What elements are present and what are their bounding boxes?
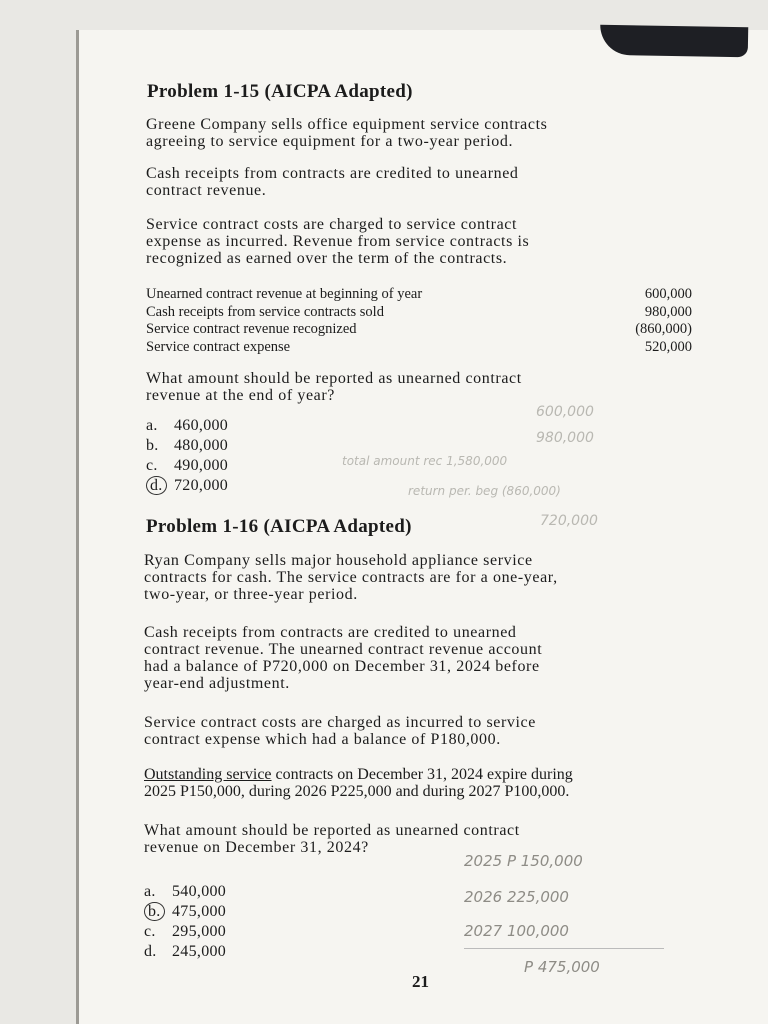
p2-para1-line2: contracts for cash. The service contracts are for a one-year, (144, 569, 558, 586)
handwritten-note: 720,000 (540, 513, 598, 529)
page-binding (76, 30, 79, 1024)
choice-text: 295,000 (172, 923, 227, 940)
problem-1-16-title: Problem 1-16 (AICPA Adapted) (146, 516, 412, 537)
table-label: Cash receipts from service contracts sold (146, 303, 384, 320)
p1-para1-line2: agreeing to service equipment for a two-year period. (146, 133, 514, 150)
choice-letter: a. (146, 417, 158, 434)
p2-para4-line1 (144, 766, 704, 783)
choice-letter: d. (144, 943, 157, 960)
problem-1-15-body (146, 116, 694, 150)
underlined-text: Outstanding service (144, 766, 272, 783)
p1-question-line2: revenue at the end of year? (146, 387, 335, 404)
handwritten-note: 2025 P 150,000 (464, 852, 583, 870)
p2-para1-line1: Ryan Company sells major household appliance service (144, 552, 533, 569)
p1-para2-line1: Cash receipts from contracts are credited to unearned (146, 165, 519, 182)
choice-text: 720,000 (174, 477, 229, 494)
table-row (146, 339, 692, 357)
table-row (146, 286, 692, 304)
p2-para2-line1: Cash receipts from contracts are credited to unearned (144, 624, 517, 641)
handwritten-note: 2027 100,000 (464, 922, 569, 940)
p2-para4-line2: 2025 P150,000, during 2026 P225,000 and during 2027 P100,000. (144, 783, 570, 800)
p2-question-line2: revenue on December 31, 2024? (144, 839, 369, 856)
p1-para1-line1: Greene Company sells office equipment service contracts (146, 116, 548, 133)
handwritten-note: 2026 225,000 (464, 888, 569, 906)
p1-para2 (146, 165, 694, 199)
handwritten-note: return per. beg (860,000) (408, 484, 561, 498)
p1-choices (146, 416, 228, 496)
table-value: (860,000) (635, 321, 692, 337)
p1-para3 (146, 216, 694, 267)
p2-choices (144, 882, 226, 962)
table-value: 600,000 (644, 286, 692, 302)
p2-para3-line2: contract expense which had a balance of P180,000. (144, 731, 501, 748)
table-value: 520,000 (644, 338, 692, 355)
table-value: 980,000 (644, 303, 692, 320)
table-label: Service contract revenue recognized (146, 321, 357, 337)
choice-text: 480,000 (174, 437, 229, 454)
p2-para3 (144, 714, 698, 748)
choice-letter: a. (144, 883, 156, 900)
choice-b (144, 902, 226, 922)
choice-letter-circled: b. (144, 902, 165, 921)
p2-para2 (144, 624, 698, 692)
p2-para2-line2: contract revenue. The unearned contract revenue account (144, 641, 543, 658)
top-corner-shadow (600, 25, 749, 58)
handwritten-sum-line (464, 948, 664, 949)
choice-b (146, 436, 228, 456)
choice-text: 245,000 (172, 943, 227, 960)
choice-letter-circled: d. (146, 476, 167, 495)
choice-letter: b. (146, 437, 159, 454)
problem-1-15-title: Problem 1-15 (AICPA Adapted) (147, 81, 413, 102)
choice-c (146, 456, 228, 476)
p1-para3-line3: recognized as earned over the term of the contracts. (146, 250, 508, 267)
choice-d (144, 942, 226, 962)
handwritten-note: total amount rec 1,580,000 (342, 454, 508, 468)
choice-text: 490,000 (174, 457, 229, 474)
p2-para1-line3: two-year, or three-year period. (144, 586, 358, 603)
p1-para3-line1: Service contract costs are charged to service contract (146, 216, 518, 233)
p2-question-line1: What amount should be reported as unearned contract (144, 822, 520, 839)
choice-d (146, 476, 228, 496)
p1-data-table (146, 286, 692, 356)
choice-letter: c. (144, 923, 156, 940)
p2-para3-line1: Service contract costs are charged as incurred to service (144, 714, 536, 731)
p2-para2-line4: year-end adjustment. (144, 675, 290, 692)
choice-text: 460,000 (174, 417, 229, 434)
p2-para4 (144, 766, 704, 800)
choice-text: 475,000 (172, 903, 227, 920)
table-label: Unearned contract revenue at beginning of year (146, 286, 423, 302)
p2-para4-line1-rest: contracts on December 31, 2024 expire during (271, 766, 573, 783)
p1-question (146, 370, 694, 404)
p2-question (144, 822, 704, 856)
p2-para2-line3: had a balance of P720,000 on December 31, 2024 before (144, 658, 540, 675)
p2-para1 (144, 552, 698, 603)
choice-text: 540,000 (172, 883, 227, 900)
table-label: Service contract expense (146, 338, 291, 355)
handwritten-note: P 475,000 (524, 958, 600, 976)
table-row (146, 304, 692, 322)
p1-question-line1: What amount should be reported as unearned contract (146, 370, 522, 387)
p1-para3-line2: expense as incurred. Revenue from service contracts is (146, 233, 530, 250)
choice-a (144, 882, 226, 902)
handwritten-note: 600,000 (536, 404, 594, 420)
table-row (146, 321, 692, 339)
page-number: 21 (412, 972, 429, 991)
handwritten-note: 980,000 (536, 430, 594, 446)
choice-a (146, 416, 228, 436)
p1-para2-line2: contract revenue. (146, 182, 267, 199)
choice-letter: c. (146, 457, 158, 474)
choice-c (144, 922, 226, 942)
